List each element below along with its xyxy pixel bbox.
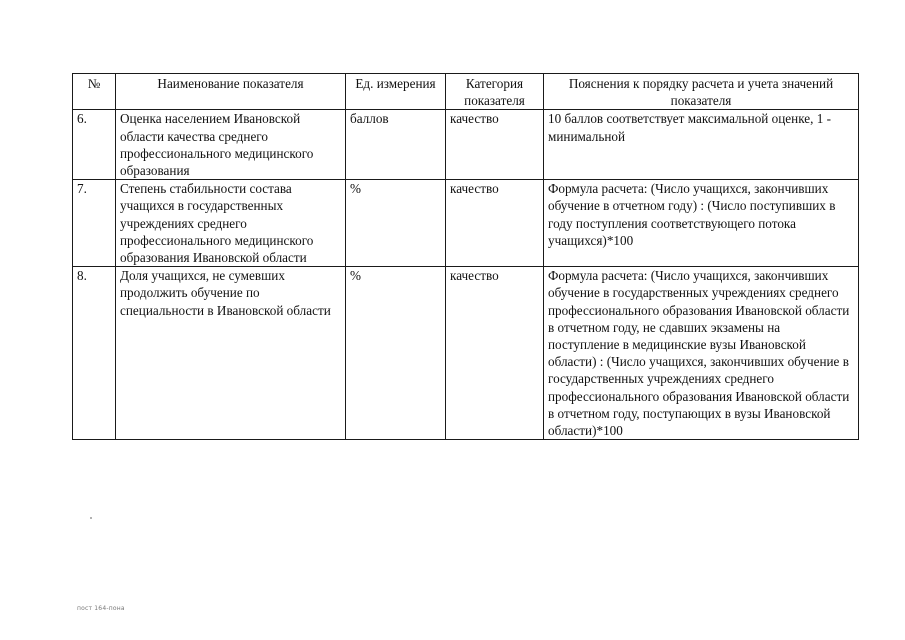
row-name: Доля учащихся, не сумевших продолжить обучение по специальности в Ивановской области (116, 267, 346, 440)
header-category: Категория показателя (446, 74, 544, 110)
row-num: 6. (73, 110, 116, 180)
table-body (73, 110, 859, 440)
header-name: Наименование показателя (116, 74, 346, 110)
header-unit: Ед. измерения (346, 74, 446, 110)
row-num: 8. (73, 267, 116, 440)
footer-mark: пост 164-пона (77, 605, 125, 612)
row-unit: баллов (346, 110, 446, 180)
row-unit: % (346, 180, 446, 267)
row-note: Формула расчета: (Число учащихся, закончивших обучение в отчетном году) : (Число поступивших в году поступления соответствующего потока учащихся)*100 (544, 180, 859, 267)
row-unit: % (346, 267, 446, 440)
row-num: 7. (73, 180, 116, 267)
row-name: Оценка населением Ивановской области качества среднего профессионального медицинского образования (116, 110, 346, 180)
table-row (73, 110, 859, 180)
header-num: № (73, 74, 116, 110)
row-name: Степень стабильности состава учащихся в государственных учреждениях среднего профессионального медицинского образования Ивановской области (116, 180, 346, 267)
table-header (73, 74, 859, 110)
row-category: качество (446, 110, 544, 180)
header-row (73, 74, 859, 110)
header-note: Пояснения к порядку расчета и учета значений показателя (544, 74, 859, 110)
row-category: качество (446, 180, 544, 267)
scan-speck (90, 517, 92, 519)
row-note: Формула расчета: (Число учащихся, закончивших обучение в государственных учреждениях среднего профессионального образования Ивановской области в отчетном году, не сдавших экзамены на поступление в медицинские вузы Ивановской области) : (Число учащихся, закончивших обучение в государственных учреждениях среднего профессионального образования Ивановской области в отчетном году, поступающих в вузы Ивановской области)*100 (544, 267, 859, 440)
row-note: 10 баллов соответствует максимальной оценке, 1 - минимальной (544, 110, 859, 180)
row-category: качество (446, 267, 544, 440)
indicators-table (72, 73, 859, 440)
table-row (73, 267, 859, 440)
table-row (73, 180, 859, 267)
